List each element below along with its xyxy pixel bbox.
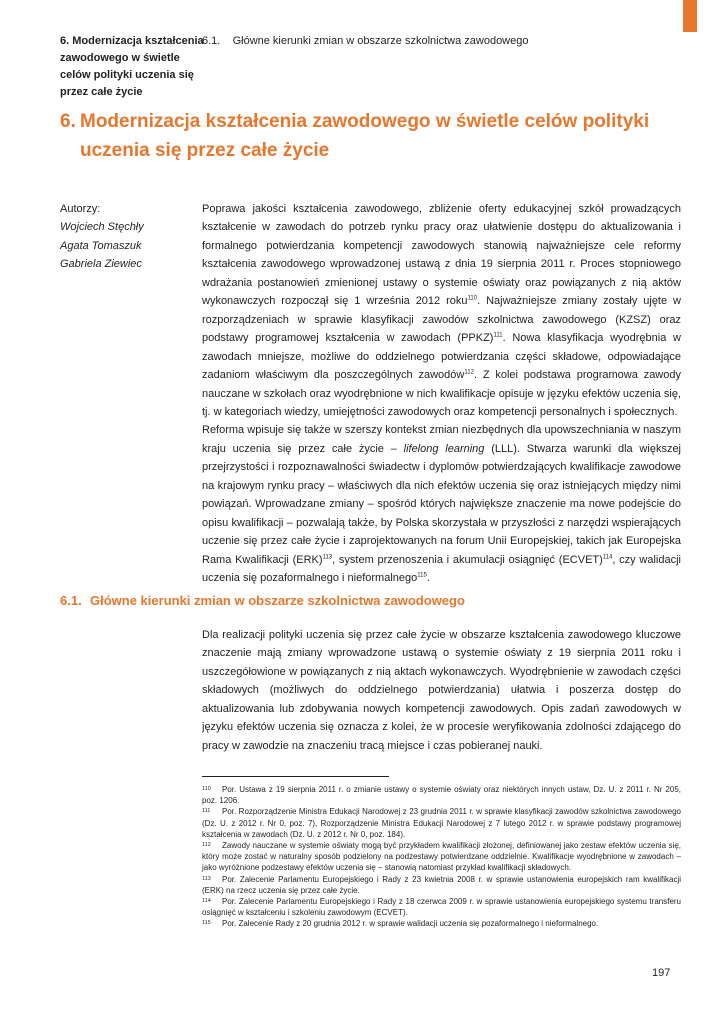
section-body — [202, 626, 681, 755]
footnote-text: Zawody nauczane w systemie oświaty mogą być przykładem kwalifikacji złożonej, definiowanej jako zestaw efektów uczenia się, który może zostać w naturalny sposób podzielony na podzestawy potwierdzane oddzielnie. Kwalifikacje wyodrębnione w zawodach – jako wyróżnione podzestawy efektów uczenia się – stanowią natomiast przykład kwalifikacji składowych. — [202, 841, 681, 873]
footnote-ref-111[interactable]: 111 — [493, 332, 503, 339]
footnote-number: 114 — [202, 898, 211, 905]
emphasis-text: lifelong learning — [403, 442, 485, 455]
footnotes — [202, 784, 681, 930]
author-name: Wojciech Stęchły — [60, 221, 144, 234]
footnote-number: 111 — [202, 808, 211, 815]
page-corner-tab — [683, 0, 697, 32]
footnote-number: 110 — [202, 786, 211, 792]
footnote-ref-113[interactable]: 113 — [322, 553, 333, 560]
footnote-text: Por. Zalecenie Parlamentu Europejskiego i Rady z 18 czerwca 2009 r. w sprawie ustanowienia europejskiego systemu transferu osiągnięć w kształceniu i szkoleniu zawodowym (ECVET). — [202, 897, 681, 918]
footnote-ref-112[interactable]: 112 — [464, 369, 474, 376]
footnote-number: 115 — [202, 920, 211, 927]
footnote-113 — [202, 874, 681, 896]
footnote-text: Por. Zalecenie Rady z 20 grudnia 2012 r. w sprawie walidacji uczenia się pozaformalnego i nieformalnego. — [222, 919, 599, 929]
intro-paragraph-2 — [202, 421, 681, 587]
intro-text — [202, 200, 681, 588]
running-header-chapter: 6. Modernizacja kształcenia zawodowego w świetle celów polityki uczenia się przez całe życie — [60, 35, 204, 98]
footnote-ref-110[interactable]: 110 — [467, 295, 478, 302]
chapter-title-line1: Modernizacja kształcenia zawodowego w świetle celów polityki — [80, 111, 650, 132]
section-heading — [60, 592, 465, 610]
footnote-text: Por. Ustawa z 19 sierpnia 2011 r. o zmianie ustawy o systemie oświaty oraz niektórych innych ustaw, Dz. U. z 2011 r. Nr 205, poz. 1206. — [202, 785, 681, 806]
page-number: 197 — [652, 967, 671, 979]
section-paragraph: Dla realizacji polityki uczenia się przez całe życie w obszarze kształcenia zawodowego kluczowe znaczenie mają zmiany wprowadzone ustawą o systemie oświaty z 19 sierpnia 2011 roku i uszczegółowione w powiązanych z nią aktach wykonawczych. Wyodrębnienie w zawodach części składowych (możliwych do oddzielnego potwierdzania) ułatwia i poszerza dostęp do aktualizowania lub zdobywania nowych kompetencji zawodowych. Opis zadań zawodowych w języku efektów uczenia się oznacza z kolei, że w procesie weryfikowania zdolności zdającego do pracy w zawodzie na znaczeniu tracą miejsce i czas pobieranej nauki. — [202, 629, 681, 752]
footnote-114 — [202, 896, 681, 918]
text-run: . Z kolei podstawa programowa zawody nauczane w szkołach oraz wyodrębnione w nich kwalifikacje opisuje w języku efektów uczenia się, tj. w kategoriach wiedzy, umiejętności zawodowych oraz kompetencji personalnych i społecznych. — [202, 369, 681, 418]
footnote-110 — [202, 784, 681, 806]
text-run: (LLL). Stwarza warunki dla większej przejrzystości i rozpoznawalności świadectw i dyplomów potwierdzających kwalifikacje zawodowe na krajowym rynku pracy – właściwych dla nich efektów uczenia się oraz istniejących między nimi powiązań. Wprowadzane zmiany – spośród których największe znaczenie ma nowe podejście do opisu kwalifikacji – pozwalają także, by Polska skorzystała w przyszłości z narzędzi wspierających uczenie się przez całe życie i zaprojektowanych na forum Unii Europejskiej, takich jak Europejska Rama Kwalifikacji (ERK) — [202, 442, 682, 566]
section-title-text: Główne kierunki zmian w obszarze szkolnictwa zawodowego — [90, 593, 465, 608]
text-run: . Nowa klasyfikacja wyodrębnia w zawodach mniejsze, możliwe do oddzielnego potwierdzania części składowe, odpowiadające zadaniom właściwym dla poszczególnych zawodów — [202, 332, 681, 382]
chapter-title-line2: uczenia się przez całe życie — [80, 140, 330, 161]
text-run: , system przenoszenia i akumulacji osiągnięć (ECVET) — [332, 553, 603, 566]
chapter-number: 6. — [60, 111, 76, 132]
author-name: Gabriela Ziewiec — [60, 258, 142, 271]
section-number: 6.1. — [60, 593, 82, 608]
footnote-divider — [202, 776, 389, 777]
running-header-section: 6.1. Główne kierunki zmian w obszarze szkolnictwa zawodowego — [202, 35, 529, 47]
footnote-text: Por. Zalecenie Parlamentu Europejskiego i Rady z 23 kwietnia 2008 r. w sprawie ustanowienia europejskich ram kwalifikacji (ERK) na rzecz uczenia się przez całe życie. — [202, 874, 681, 895]
footnote-ref-115[interactable]: 115 — [417, 572, 427, 579]
text-run: , czy walidacji uczenia się pozaformalnego i nieformalnego — [202, 553, 681, 585]
author-name: Agata Tomaszuk — [60, 239, 142, 252]
footnote-112 — [202, 840, 681, 874]
authors-block — [60, 200, 190, 274]
text-run: Poprawa jakości kształcenia zawodowego, zbliżenie oferty edukacyjnej szkół prowadzących kształcenie w zawodach do potrzeb rynku pracy oraz ułatwienie dostępu do aktualizowania i formalnego potwierdzania kompetencji zawodowych stanowią najważniejsze cele reformy kształcenia zawodowego wprowadzonej ustawą z dnia 19 sierpnia 2011 r. Proces stopniowego wdrażania postanowień zmienionej ustawy o systemie oświaty oraz powiązanych z nią aktów wykonawczych rozpoczął się 1 września 2012 roku — [202, 203, 681, 308]
footnote-text: Por. Rozporządzenie Ministra Edukacji Narodowej z 23 grudnia 2011 r. w sprawie klasyfikacji zawodów szkolnictwa zawodowego (Dz. U. z 2012 r. Nr 0, poz. 7), Rozporządzenie Ministra Edukacji Narodowej z 7 lutego 2012 r. w sprawie podstawy programowej kształcenia w zawodach (Dz. U. z 2012 r. Nr 0, poz. 184). — [202, 807, 681, 839]
authors-label: Autorzy: — [60, 203, 101, 215]
footnote-111 — [202, 806, 681, 840]
text-run: . Najważniejsze zmiany zostały ujęte w rozporządzeniach w sprawie klasyfikacji zawodów szkolnictwa zawodowego (KZSZ) oraz podstawy programowej kształcenia w zawodach (PPKZ) — [202, 295, 681, 345]
footnote-number: 113 — [202, 875, 211, 882]
chapter-title — [60, 107, 690, 165]
text-run: . — [426, 572, 430, 585]
footnote-ref-114[interactable]: 114 — [602, 553, 613, 560]
text-run: Reforma wpisuje się także w szerszy kontekst zmian niezbędnych dla upowszechniania w naszym kraju uczenia się przez całe życie – — [202, 424, 681, 455]
intro-paragraph-1 — [202, 200, 681, 421]
footnote-115 — [202, 918, 681, 929]
footnote-number: 112 — [202, 842, 211, 849]
